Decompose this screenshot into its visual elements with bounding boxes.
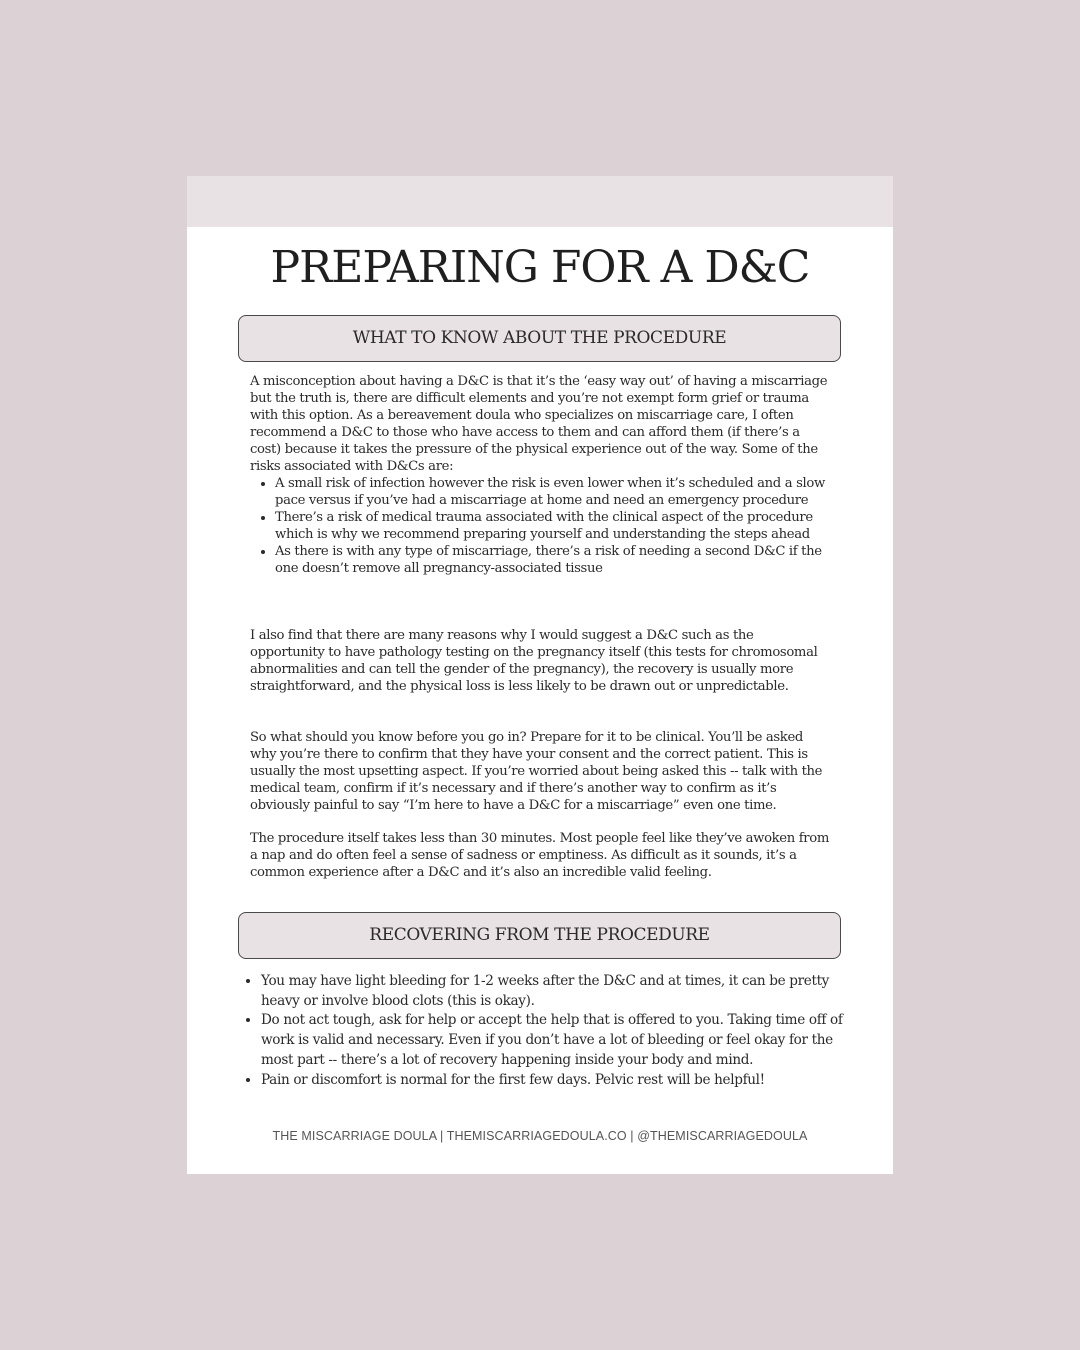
- recovery-item: • You may have light bleeding for 1-2 weeks after the D&C and at times, it can be pretty heavy or involve blood clots (this is okay).: [261, 972, 846, 1011]
- document-page: [187, 176, 893, 1174]
- procedure-duration-paragraph-block: [250, 830, 830, 881]
- reasons-paragraph: I also find that there are many reasons why I would suggest a D&C such as the opportunity to have pathology testing on the pregnancy itself (this tests for chromosomal abnormalities and can tell the gender of the pregnancy), the recovery is usually more straightforward, and the physical loss is less likely to be drawn out or unpredictable.: [250, 628, 818, 694]
- procedure-intro-block: [250, 373, 830, 577]
- risk-item: • A small risk of infection however the risk is even lower when it’s scheduled and a slow pace versus if you’ve had a miscarriage at home and need an emergency procedure: [275, 475, 830, 509]
- recovery-item: • Do not act tough, ask for help or accept the help that is offered to you. Taking time off of work is valid and necessary. Even if you don’t have a lot of bleeding or feel okay for the most part -- there’s a lot of recovery happening inside your body and mind.: [261, 1011, 846, 1070]
- procedure-duration-paragraph: The procedure itself takes less than 30 minutes. Most people feel like they’ve awoken from a nap and do often feel a sense of sadness or emptiness. As difficult as it sounds, it’s a common experience after a D&C and it’s also an incredible valid feeling.: [250, 831, 829, 880]
- recovery-item: • Pain or discomfort is normal for the first few days. Pelvic rest will be helpful!: [261, 1071, 846, 1091]
- risk-item: • There’s a risk of medical trauma associated with the clinical aspect of the procedure which is why we recommend preparing yourself and understanding the steps ahead: [275, 509, 830, 543]
- page-top-band: [187, 176, 893, 227]
- reasons-paragraph-block: [250, 627, 830, 695]
- risk-item: • As there is with any type of miscarriage, there’s a risk of needing a second D&C if the one doesn’t remove all pregnancy-associated tissue: [275, 543, 830, 577]
- what-to-know-paragraph: So what should you know before you go in? Prepare for it to be clinical. You’ll be asked why you’re there to confirm that they have your consent and the correct patient. This is usually the most upsetting aspect. If you’re worried about being asked this -- talk with the medical team, confirm if it’s necessary and if there’s another way to confirm as it’s obviously painful to say “I’m here to have a D&C for a miscarriage” even one time.: [250, 730, 823, 813]
- what-to-know-paragraph-block: [250, 729, 830, 814]
- risks-list: [250, 475, 830, 577]
- procedure-intro-paragraph: A misconception about having a D&C is that it’s the ‘easy way out’ of having a miscarriage but the truth is, there are difficult elements and you’re not exempt form grief or trauma with this option. As a bereavement doula who specializes on miscarriage care, I often recommend a D&C to those who have access to them and can afford them (if there’s a cost) because it takes the pressure of the physical experience out of the way. Some of the risks associated with D&Cs are:: [250, 374, 828, 474]
- recovery-list: [250, 972, 846, 1090]
- footer-credits: THE MISCARRIAGE DOULA | THEMISCARRIAGEDOULA.CO | @THEMISCARRIAGEDOULA: [272, 1129, 808, 1143]
- document-title: PREPARING FOR A D&C: [270, 242, 810, 293]
- section-heading-recovery: RECOVERING FROM THE PROCEDURE: [238, 912, 841, 959]
- section-heading-procedure: WHAT TO KNOW ABOUT THE PROCEDURE: [238, 315, 841, 362]
